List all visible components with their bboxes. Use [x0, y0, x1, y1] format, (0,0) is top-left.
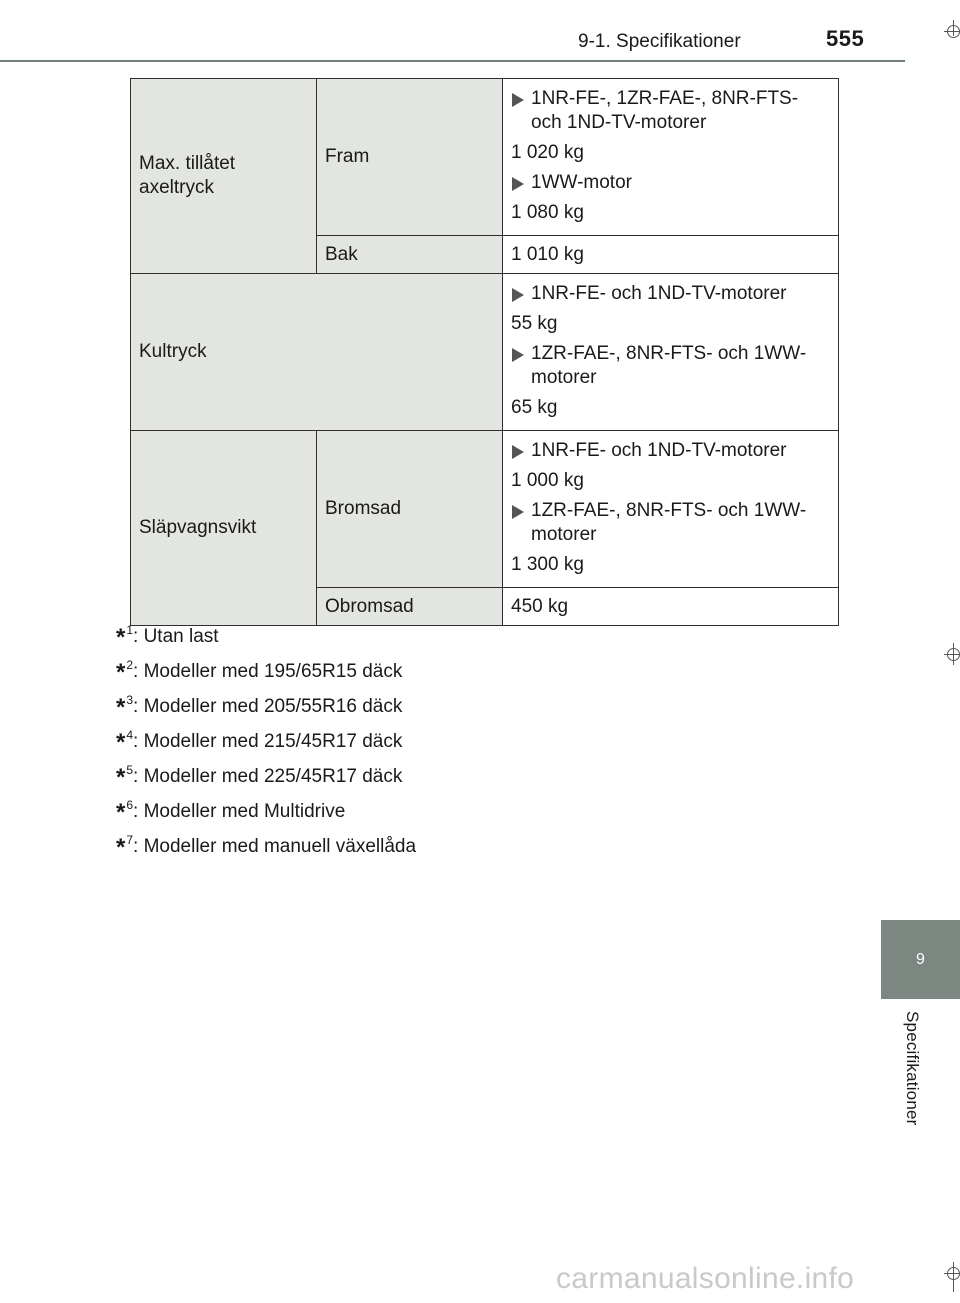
value-text: 1 000 kg — [511, 470, 584, 491]
footnote: *$^1$: Utan last — [116, 623, 219, 651]
specification-table — [130, 78, 839, 626]
footnote: *$^7$: Modeller med manuell växellåda — [116, 833, 417, 861]
triangle-bullet-icon — [512, 445, 524, 459]
triangle-bullet-icon — [512, 177, 524, 191]
unbraked-value: 450 kg — [503, 588, 839, 626]
rear-axle-label: Bak — [317, 236, 503, 274]
header-rule — [0, 60, 905, 62]
rear-axle-value: 1 010 kg — [503, 236, 839, 274]
watermark: carmanualsonline.info — [556, 1262, 855, 1295]
value-text: 65 kg — [511, 397, 558, 418]
braked-label: Bromsad — [317, 431, 503, 588]
chapter-number: 9 — [916, 950, 925, 968]
footnote: *$^3$: Modeller med 205/55R16 däck — [116, 693, 403, 721]
value-text: 1 020 kg — [511, 142, 584, 163]
list-item: 1NR-FE- och 1ND-TV-motorer — [511, 282, 830, 306]
value-text: 55 kg — [511, 313, 558, 334]
ball-load-values — [503, 274, 839, 431]
triangle-bullet-icon — [512, 288, 524, 302]
ball-load-label: Kultryck — [131, 274, 503, 431]
triangle-bullet-icon — [512, 93, 524, 107]
chapter-side-label: Specifikationer — [903, 1011, 922, 1126]
list-item: 1ZR-FAE-, 8NR-FTS- och 1WW-motorer — [511, 342, 830, 390]
header-section-title: 9-1. Specifikationer — [578, 31, 741, 52]
value-text: 1 080 kg — [511, 202, 584, 223]
axle-load-label: Max. tillåtet axeltryck — [131, 79, 317, 274]
front-axle-values — [503, 79, 839, 236]
braked-values — [503, 431, 839, 588]
chapter-tab[interactable] — [881, 920, 960, 999]
list-item: 1ZR-FAE-, 8NR-FTS- och 1WW-motorer — [511, 499, 830, 547]
trailer-weight-label: Släpvagnsvikt — [131, 431, 317, 626]
unbraked-label: Obromsad — [317, 588, 503, 626]
page-number: 555 — [826, 26, 865, 51]
front-axle-label: Fram — [317, 79, 503, 236]
triangle-bullet-icon — [512, 505, 524, 519]
list-item: 1WW-motor — [511, 171, 830, 195]
list-item: 1NR-FE-, 1ZR-FAE-, 8NR-FTS- och 1ND-TV-motorer — [511, 87, 830, 135]
footnote: *$^2$: Modeller med 195/65R15 däck — [116, 658, 403, 686]
list-item: 1NR-FE- och 1ND-TV-motorer — [511, 439, 830, 463]
footnote: *$^6$: Modeller med Multidrive — [116, 798, 346, 826]
footnote: *$^5$: Modeller med 225/45R17 däck — [116, 763, 403, 791]
footnote: *$^4$: Modeller med 215/45R17 däck — [116, 728, 403, 756]
value-text: 1 300 kg — [511, 554, 584, 575]
triangle-bullet-icon — [512, 348, 524, 362]
footnotes — [116, 617, 416, 862]
